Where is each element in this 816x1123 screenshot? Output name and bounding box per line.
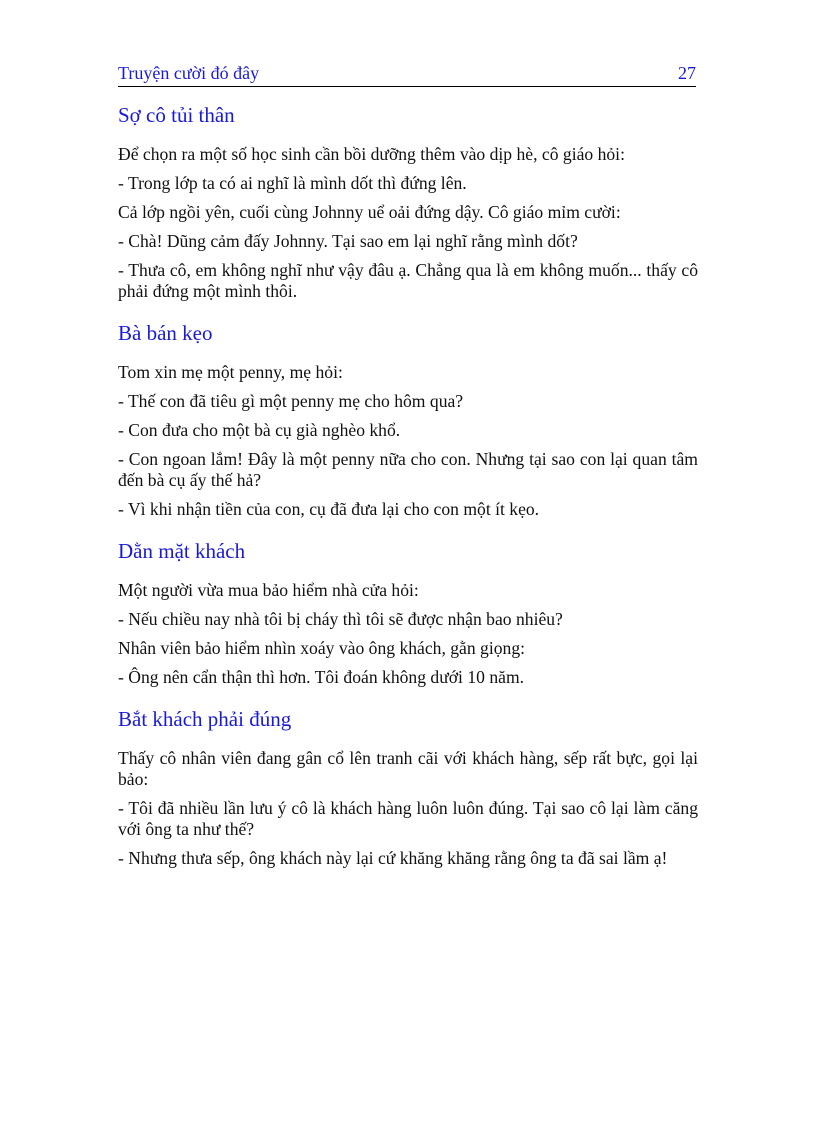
paragraph: - Nếu chiều nay nhà tôi bị cháy thì tôi sẽ được nhận bao nhiêu? xyxy=(118,609,563,629)
story-title: Sợ cô tủi thân xyxy=(118,103,235,127)
story xyxy=(118,704,698,869)
running-header xyxy=(118,60,696,87)
paragraph: - Ông nên cẩn thận thì hơn. Tôi đoán không dưới 10 năm. xyxy=(118,667,525,687)
paragraph: Tom xin mẹ một penny, mẹ hỏi: xyxy=(118,362,343,382)
paragraph: Để chọn ra một số học sinh cần bồi dưỡng thêm vào dịp hè, cô giáo hỏi: xyxy=(118,144,625,164)
paragraph: Nhân viên bảo hiểm nhìn xoáy vào ông khách, gằn giọng: xyxy=(118,638,526,658)
story-title: Dằn mặt khách xyxy=(118,539,246,563)
paragraph: - Chà! Dũng cảm đấy Johnny. Tại sao em lại nghĩ rằng mình dốt? xyxy=(118,231,578,251)
paragraph: - Tôi đã nhiều lần lưu ý cô là khách hàng luôn luôn đúng. Tại sao cô lại làm căng với ông ta như thế? xyxy=(118,798,698,839)
paragraph: - Trong lớp ta có ai nghĩ là mình dốt thì đứng lên. xyxy=(118,173,467,193)
paragraph: Một người vừa mua bảo hiểm nhà cửa hỏi: xyxy=(118,580,419,600)
paragraph: - Thế con đã tiêu gì một penny mẹ cho hôm qua? xyxy=(118,391,464,411)
paragraph: - Con ngoan lắm! Đây là một penny nữa cho con. Nhưng tại sao con lại quan tâm đến bà cụ ấy thế hả? xyxy=(118,449,698,490)
paragraph: - Vì khi nhận tiền của con, cụ đã đưa lại cho con một ít kẹo. xyxy=(118,499,540,519)
page-content xyxy=(118,100,698,885)
paragraph: Thấy cô nhân viên đang gân cổ lên tranh cãi với khách hàng, sếp rất bực, gọi lại bảo: xyxy=(118,748,698,789)
story xyxy=(118,318,698,520)
paragraph: Cả lớp ngồi yên, cuối cùng Johnny uể oải đứng dậy. Cô giáo mỉm cười: xyxy=(118,202,621,222)
header-title: Truyện cười đó đây xyxy=(118,63,260,83)
story xyxy=(118,100,698,302)
paragraph: - Nhưng thưa sếp, ông khách này lại cứ khăng khăng rằng ông ta đã sai lầm ạ! xyxy=(118,848,668,868)
story xyxy=(118,536,698,688)
paragraph: - Con đưa cho một bà cụ già nghèo khổ. xyxy=(118,420,401,440)
story-title: Bắt khách phải đúng xyxy=(118,707,292,731)
page-number: 27 xyxy=(678,63,696,83)
story-title: Bà bán kẹo xyxy=(118,321,213,345)
paragraph: - Thưa cô, em không nghĩ như vậy đâu ạ. Chẳng qua là em không muốn... thấy cô phải đứng một mình thôi. xyxy=(118,260,698,301)
